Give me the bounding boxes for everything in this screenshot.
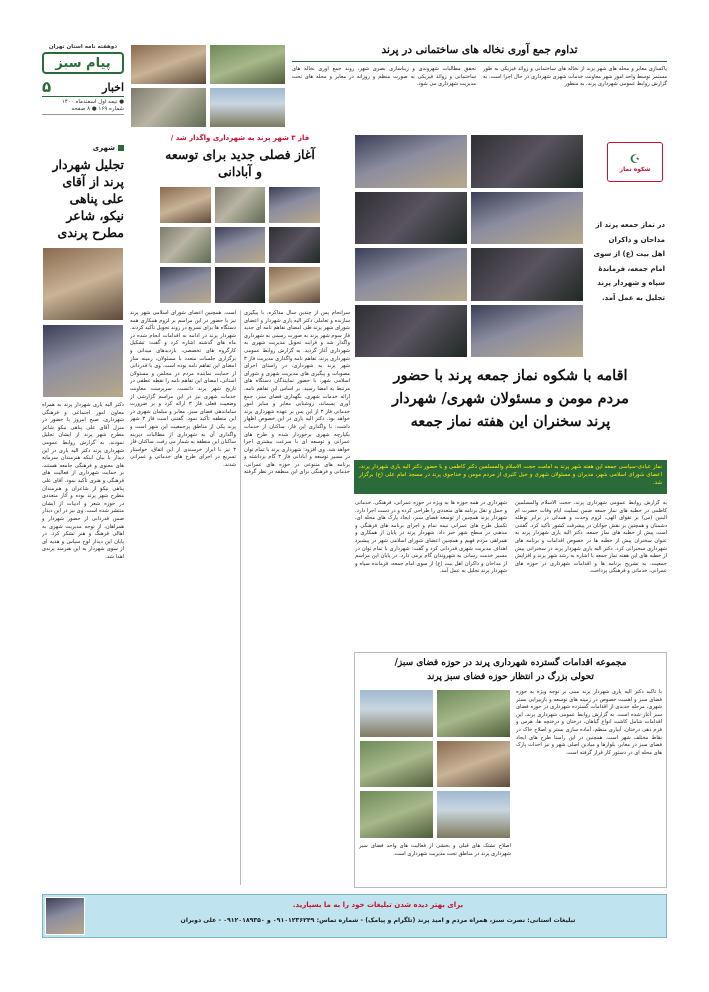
prayer-logo-label: شکوه نماز <box>619 165 651 173</box>
side-photo-1 <box>42 247 124 321</box>
top-photo-1 <box>209 44 286 85</box>
masthead <box>42 44 124 140</box>
mid-photo-grid <box>159 186 321 304</box>
mid-headline: آغاز فصلی جدید برای توسعه و آبادانی <box>165 147 315 179</box>
mid-kicker: فاز ۳ شهر پرند به شهرداری واگذار شد / <box>170 134 310 142</box>
top-story <box>130 44 667 128</box>
main-photo-3 <box>470 191 584 246</box>
mid-story <box>130 134 350 886</box>
main-photo-8 <box>354 304 468 359</box>
mid-photo-5 <box>214 226 267 264</box>
prayer-logo <box>607 142 663 182</box>
green-story <box>354 652 667 888</box>
mid-photo-2 <box>214 186 267 224</box>
main-photo-4 <box>354 191 468 246</box>
main-headline-line-2: مردم مومن و مسئولان شهری/ شهردار <box>392 390 629 407</box>
main-photo-collage <box>354 134 584 358</box>
mid-photo-1 <box>268 186 321 224</box>
green-photo-6 <box>359 790 434 839</box>
main-photo-7 <box>470 304 584 359</box>
top-col-left: تحقق مطالبات شهروندی و زیباسازی بصری شهر، روند جمع آوری نخاله های ساختمانی و زوائد فیزیکی به صورت منظم و روزانه در معابر و محله های تحت مدیریت شهرداری می شود. <box>292 66 476 88</box>
main-headline-line-3: پرند سخنران این هفته نماز جمعه <box>410 413 611 430</box>
mid-photo-7 <box>268 266 321 304</box>
green-photo-2 <box>359 689 434 738</box>
side-body: دکتر الیه یاری شهردار پرند به همراه معاون امور اجتماعی و فرهنگی شهرداری، صبح امروز با حضور در منزل آقای علی پناهی نیکو شاعر مطرح شهر پرند از ایشان تجلیل نمودند. به گزارش روابط عمومی شهرداری پرند دکتر الیه یاری در این دیدار با بیان اینکه هنرمندان سرمایه های معنوی و فرهنگی جامعه هستند، بر حمایت شهرداری از فعالیت های فرهنگی و هنری تأکید نمود. آقای علی پناهی نیکو از شاعران و هنرمندان مطرح شهر پرند بوده و آثار متعددی در حوزه شعر و ادبیات از ایشان منتشر شده است. وی نیز در این دیدار ضمن قدردانی از حضور شهردار و همراهان، از توجه مدیریت شهری به اهالی فرهنگ و هنر تشکر کرد. در پایان این دیدار لوح سپاس و هدیه ای از سوی شهردار به این هنرمند پرندی اهدا شد. <box>42 402 124 560</box>
green-headline <box>355 653 666 684</box>
mid-photo-3 <box>159 186 212 224</box>
main-photo-2 <box>354 134 468 189</box>
top-photo-3 <box>209 87 286 128</box>
top-col-right: پاکسازی معابر و محله های شهر پرند از نخاله های ساختمانی و زوائد فیزیکی به طور مستمر توسط واحد امور شهر معاونت خدمات شهری شهرداری در حال اجرا است. به گزارش روابط عمومی شهرداری پرند، به منظور <box>483 66 667 88</box>
green-headline-line-2: تحولی بزرگ در انتظار حوزه فضای سبز پرند <box>427 672 594 682</box>
green-photo-5 <box>436 790 511 839</box>
main-photo-5 <box>470 247 584 302</box>
issue-date: ● نیمه اول اسفندماه ۱۴۰۰ <box>61 99 124 105</box>
mosque-icon: ☪ <box>629 151 641 166</box>
top-photo-4 <box>130 87 207 128</box>
main-photo-6 <box>354 247 468 302</box>
main-col-right: به گزارش روابط عمومی شهرداری پرند، حجت الاسلام والمسلمین کاظمی در خطبه های نماز جمعه ضمن تسلیت ایام وفات حضرت ام البنین (س) بر تقوای الهی، لزوم وحدت و همدلی در برابر توطئه دشمنان و همچنین بر نقش جوانان در پیشرفت کشور تأکید کرد. گفتنی است پیش از خطبه های نماز جمعه، دکتر الیه یاری شهردار پرند به عنوان سخنران پیش از خطبه ها در خصوص اقدامات و برنامه های شهرداری سخنرانی کرد. دکتر الیه یاری شهردار پرند در سخنرانی پیش از خطبه های این هفته نماز جمعه با اشاره به رشد شهر پرند و افزایش جمعیت، به تشریح برنامه ها و اقدامات شهرداری در حوزه های عمرانی، خدماتی و فرهنگی پرداخت. <box>515 500 667 575</box>
green-photo-3 <box>436 740 511 789</box>
main-col-left: شهرداری در همه حوزه ها به ویژه در حوزه عمرانی، فرهنگی، خدماتی و حمل و نقل برنامه های متعددی را طراحی کرده و در دست اجرا دارد. شهردار پرند همچنین از توسعه فضای سبز، ایجاد پارک های محله ای، تکمیل طرح های عمرانی نیمه تمام و اجرای برنامه های فرهنگی و مذهبی در سطح شهر خبر داد. شهردار پرند در پایان از همکاری و همراهی مردم فهیم و همچنین اعضای شورای اسلامی شهر در پیشبرد اهداف مدیریت شهری قدردانی کرد و گفت: شهرداری با تمام توان در مسیر خدمت رسانی به شهروندان گام برمی دارد. در پایان این مراسم از مداحان و ذاکران اهل بیت (ع) از سوی امام جمعه، فرمانده سپاه و شهردار پرند تجلیل به عمل آمد. <box>355 500 507 575</box>
side-photo-2 <box>42 324 124 398</box>
mid-photo-9 <box>159 266 212 304</box>
top-photo-strip <box>130 44 286 128</box>
top-photo-2 <box>130 44 207 85</box>
top-headline: تداوم جمع آوری نخاله های ساختمانی در پرند <box>292 44 667 62</box>
footer-line-2: تبلیغات استانی: نصرت سبز، همراه مردم و امید پرند (تلگرام و پیامک) - شماره تماس: ۰۹۱۰۱۲۳۶۲۴۹ و ۰۹۱۲۰۱۸۹۳۵۰ - علی دوبران <box>180 917 576 924</box>
masthead-logo-text: پیام سبز <box>55 55 111 71</box>
section-title: اخبار <box>102 80 124 94</box>
masthead-section-row <box>42 78 124 97</box>
footer-portrait <box>45 897 85 935</box>
masthead-logo <box>42 52 124 74</box>
mid-photo-4 <box>268 226 321 264</box>
page-number: ۵ <box>42 78 52 96</box>
main-photo-caption: در نماز جمعه پرند از مداحان و ذاکران اهل بیت (ع) از سوی امام جمعه، فرماندهٔ سپاه و شهردار پرند تجلیل به عمل آمد. <box>593 221 665 302</box>
main-headline-line-1: اقامه با شکوه نماز جمعه پرند با حضور <box>393 367 628 384</box>
side-section-label-text: شهری <box>92 144 115 152</box>
mid-photo-6 <box>159 226 212 264</box>
green-photo-1 <box>436 689 511 738</box>
green-photo-grid <box>359 689 511 839</box>
footer-ad <box>42 894 667 938</box>
issue-info: شماره ۱۶۹ ● ۸ صفحه <box>42 106 124 115</box>
footer-line-1: برای بهتر دیده شدن تبلیغات خود را به ما بسپارید. <box>292 901 464 909</box>
green-photo-4 <box>359 740 434 789</box>
green-col-left: اصلاح تشتک های قبلی و بخشی از فعالیت های واحد فضای سبز شهرداری پرند در مناطق تحت مدیریت شهرداری است. <box>359 843 511 857</box>
masthead-tagline: دوهفته نامه استان تهران <box>48 44 118 50</box>
main-headline <box>354 364 667 433</box>
mid-body: سرانجام پس از چندین سال مذاکره، با پیگیری سازنده و تعاملی دکتر الیه یاری شهردار و اعضای شورای شهر پرند طی امضای تفاهم نامه ای جدید فاز سوم شهر پرند به صورت رسمی به شهرداری واگذار شد و فرایند تحویل مدیریت شهری به شهرداری آغاز گردید. به گزارش روابط عمومی شهرداری پرند، تفاهم نامه واگذاری مدیریت فاز ۳ شهر پرند به شهرداری، در راستای اجرای مصوبات و پیگیری های مدیریت شهری و شورای اسلامی شهر، با حضور نمایندگان دستگاه های مرتبط به امضا رسید. بر اساس این تفاهم نامه، ارائه خدمات شهری، نگهداری فضای سبز، جمع آوری پسماند، روشنایی معابر و سایر امور خدماتی فاز ۳ از این پس بر عهده شهرداری پرند خواهد بود. دکتر الیه یاری در این خصوص اظهار داشت: با واگذاری این فاز، ساکنان از خدمات یکپارچه شهری برخوردار شده و طرح های عمرانی و توسعه ای با سرعت بیشتری اجرا خواهد شد. وی افزود: شهرداری پرند با تمام توان در مسیر توسعه و آبادانی فاز ۳ گام برداشته و برنامه های متنوعی در حوزه های عمرانی، خدماتی و فرهنگی برای این منطقه در نظر گرفته است. همچنین اعضای شورای اسلامی شهر پرند نیز با حضور در این مراسم بر لزوم همکاری همه دستگاه ها برای تسریع در روند تحویل تأکید کردند. شهردار پرند در ادامه به اقدامات انجام شده در ماه های گذشته اشاره کرد و گفت: تشکیل کارگروه های تخصصی، بازدیدهای میدانی و برگزاری جلسات متعدد با مسئولان، زمینه ساز امضای این تفاهم نامه بوده است. وی با قدردانی از حمایت نماینده مردم در مجلس و مسئولان استانی، امضای این تفاهم نامه را نقطه عطفی در تاریخ شهر پرند دانست. سرپرست معاونت خدمات شهری نیز در این مراسم گزارشی از وضعیت فعلی فاز ۳ ارائه کرد و بر ضرورت ساماندهی فضای سبز، معابر و مبلمان شهری در این منطقه تأکید نمود. گفتنی است فاز ۳ شهر پرند یکی از مناطق پرجمعیت این شهر است و واگذاری آن به شهرداری از مطالبات دیرینه ساکنان این منطقه به شمار می رفت. ساکنان فاز ۳ نیز با ابراز خرسندی از این اتفاق، خواستار تسریع در اجرای طرح های خدماتی و عمرانی شدند. <box>130 310 350 476</box>
main-story <box>354 134 667 644</box>
main-photo-1 <box>470 134 584 189</box>
green-headline-line-1: مجموعه اقدامات گسترده شهرداری پرند در حوزه فضای سبز/ <box>394 658 627 668</box>
mid-photo-8 <box>214 266 267 304</box>
side-section-label <box>42 144 124 152</box>
section-marker-icon <box>118 145 124 151</box>
side-story <box>42 144 124 890</box>
side-headline: تجلیل شهردار پرند از آقای علی پناهی نیکو، شاعر مطرح پرندی <box>52 157 124 240</box>
green-col-right: با تاکید دکتر الیه یاری شهردار پرند مبنی بر توجه ویژه به حوزه فضای سبز و اهمیت خصوص در زمینه های توسعه و بازپیرایی بستر شهری، مرحله جدیدی از اقدامات گسترده شهرداری در حوزه فضای سبز آغاز شده است. به گزارش روابط عمومی شهرداری پرند، این اقدامات شامل کاشت انواع گیاهان، درختان و درختچه ها، هرس و فرم دهی درختان، آبیاری منظم، آماده سازی بستر و اصلاح خاک در نقاط مختلف شهر است. همچنین در این راستا طرح های ایجاد فضای سبز در معابر، بلوارها و میادین اصلی شهر و نیز احداث پارک های محله ای در دستور کار قرار گرفته است. <box>516 689 662 756</box>
main-lead: نماز عبادی-سیاسی جمعه این هفته شهر پرند به امامت حجت الاسلام والمسلمین دکتر کاظمی و با حضور دکتر الیه یاری شهردار پرند، اعضای شورای اسلامی شهر، مدیران و مسئولان شهری و خیل کثیری از مردم مومن و خداجوی پرند در مسجد امام علی (ع) برگزار شد. <box>354 460 667 494</box>
